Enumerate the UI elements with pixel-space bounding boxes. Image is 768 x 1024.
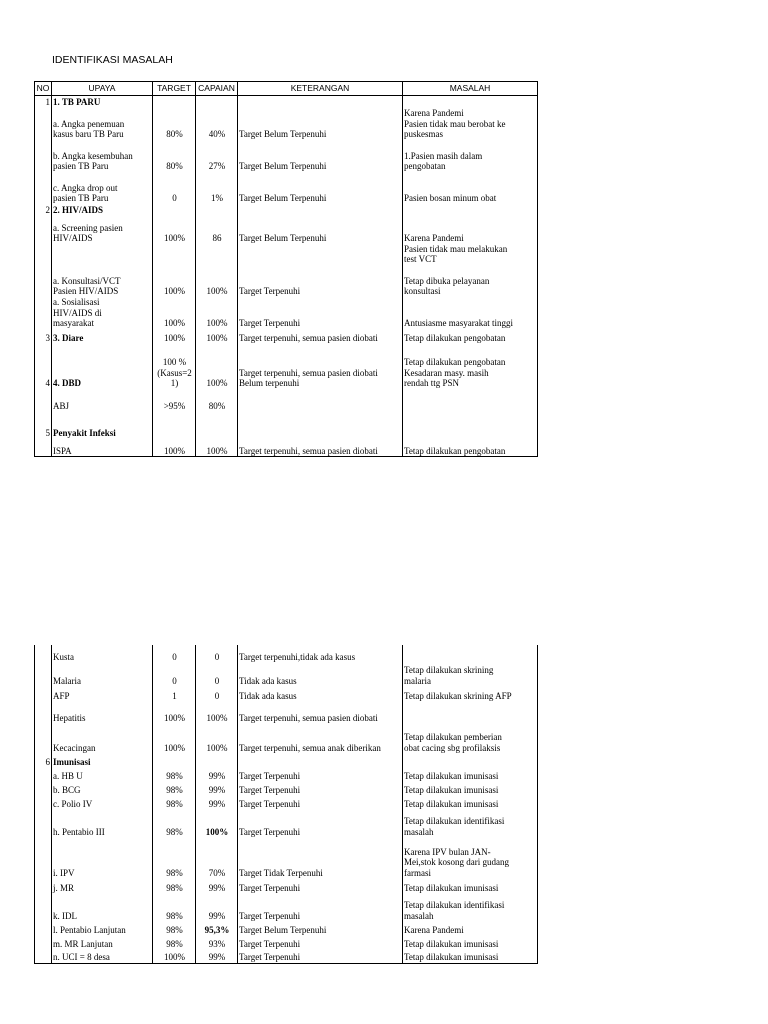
table-row bbox=[35, 781, 538, 795]
capaian-cell: 0 bbox=[196, 645, 238, 662]
upaya-cell: k. IDL bbox=[52, 893, 153, 921]
upaya-cell: c. Polio IV bbox=[52, 795, 153, 809]
capaian-cell: 99% bbox=[196, 795, 238, 809]
row-number bbox=[35, 795, 52, 809]
capaian-cell bbox=[196, 244, 238, 265]
row-number bbox=[35, 265, 52, 297]
row-number bbox=[35, 893, 52, 921]
masalah-cell bbox=[403, 753, 538, 767]
target-cell: >95% bbox=[153, 389, 196, 412]
keterangan-cell: Tidak ada kasus bbox=[238, 662, 403, 686]
capaian-cell: 99% bbox=[196, 949, 238, 963]
keterangan-cell bbox=[238, 412, 403, 439]
upaya-cell: b. Angka kesembuhan pasien TB Paru bbox=[52, 140, 153, 172]
table-row bbox=[35, 439, 538, 457]
row-number bbox=[35, 108, 52, 140]
target-cell: 98% bbox=[153, 893, 196, 921]
keterangan-cell: Tidak ada kasus bbox=[238, 686, 403, 701]
capaian-cell: 99% bbox=[196, 893, 238, 921]
keterangan-cell: Target terpenuhi, semua pasien diobati bbox=[238, 701, 403, 723]
target-cell: 100% bbox=[153, 701, 196, 723]
row-number bbox=[35, 645, 52, 662]
row-number bbox=[35, 935, 52, 949]
keterangan-cell: Target Terpenuhi bbox=[238, 949, 403, 963]
keterangan-cell: Target Terpenuhi bbox=[238, 878, 403, 893]
keterangan-cell: Target terpenuhi, semua pasien diobati bbox=[238, 439, 403, 457]
header-target: TARGET bbox=[153, 82, 196, 96]
upaya-cell: a. HB U bbox=[52, 767, 153, 781]
masalah-cell: Tetap dilakukan pengobatan bbox=[403, 439, 538, 457]
table-row bbox=[35, 795, 538, 809]
target-cell bbox=[153, 412, 196, 439]
row-number bbox=[35, 686, 52, 701]
table-row bbox=[35, 96, 538, 108]
table-row bbox=[35, 949, 538, 963]
upaya-cell: j. MR bbox=[52, 878, 153, 893]
problem-table-page1 bbox=[34, 81, 537, 457]
table-row bbox=[35, 344, 538, 389]
capaian-cell: 27% bbox=[196, 140, 238, 172]
target-cell: 100% bbox=[153, 723, 196, 753]
masalah-cell: Karena Pandemi bbox=[403, 216, 538, 244]
upaya-cell: a. Sosialisasi HIV/AIDS di masyarakat bbox=[52, 297, 153, 329]
row-number bbox=[35, 172, 52, 204]
capaian-cell: 99% bbox=[196, 781, 238, 795]
upaya-cell: Imunisasi bbox=[52, 753, 153, 767]
table-row bbox=[35, 893, 538, 921]
keterangan-cell: Target Terpenuhi bbox=[238, 767, 403, 781]
table-row bbox=[35, 140, 538, 172]
keterangan-cell bbox=[238, 96, 403, 108]
upaya-cell: Malaria bbox=[52, 662, 153, 686]
keterangan-cell bbox=[238, 204, 403, 216]
masalah-cell: Tetap dilakukan skrining malaria bbox=[403, 662, 538, 686]
target-cell: 98% bbox=[153, 935, 196, 949]
upaya-cell: AFP bbox=[52, 686, 153, 701]
upaya-cell: ABJ bbox=[52, 389, 153, 412]
table-row bbox=[35, 216, 538, 244]
upaya-cell: c. Angka drop out pasien TB Paru bbox=[52, 172, 153, 204]
masalah-cell: Karena Pandemi Pasien tidak mau berobat ke puskesmas bbox=[403, 108, 538, 140]
upaya-cell: 1. TB PARU bbox=[52, 96, 153, 108]
masalah-cell bbox=[403, 204, 538, 216]
capaian-cell: 100% bbox=[196, 265, 238, 297]
row-number bbox=[35, 297, 52, 329]
capaian-cell: 0 bbox=[196, 686, 238, 701]
row-number bbox=[35, 809, 52, 837]
masalah-cell bbox=[403, 701, 538, 723]
upaya-cell: 4. DBD bbox=[52, 344, 153, 389]
row-number bbox=[35, 662, 52, 686]
target-cell: 0 bbox=[153, 645, 196, 662]
row-number bbox=[35, 723, 52, 753]
masalah-cell: Antusiasme masyarakat tinggi bbox=[403, 297, 538, 329]
keterangan-cell: Target Belum Terpenuhi bbox=[238, 216, 403, 244]
upaya-cell: Kusta bbox=[52, 645, 153, 662]
header-upaya: UPAYA bbox=[52, 82, 153, 96]
row-number: 4 bbox=[35, 344, 52, 389]
capaian-cell: 40% bbox=[196, 108, 238, 140]
row-number bbox=[35, 767, 52, 781]
keterangan-cell: Target Terpenuhi bbox=[238, 893, 403, 921]
table-row bbox=[35, 921, 538, 935]
masalah-cell: Karena Pandemi bbox=[403, 921, 538, 935]
header-keterangan: KETERANGAN bbox=[238, 82, 403, 96]
upaya-cell: a. Screening pasien HIV/AIDS bbox=[52, 216, 153, 244]
masalah-cell bbox=[403, 645, 538, 662]
upaya-cell: a. Angka penemuan kasus baru TB Paru bbox=[52, 108, 153, 140]
target-cell: 100% bbox=[153, 329, 196, 344]
target-cell: 0 bbox=[153, 662, 196, 686]
target-cell: 98% bbox=[153, 837, 196, 878]
masalah-cell bbox=[403, 412, 538, 439]
keterangan-cell bbox=[238, 389, 403, 412]
keterangan-cell: Target terpenuhi, semua pasien diobati bbox=[238, 329, 403, 344]
capaian-cell: 1% bbox=[196, 172, 238, 204]
target-cell bbox=[153, 244, 196, 265]
table-row bbox=[35, 108, 538, 140]
row-number bbox=[35, 389, 52, 412]
table-row bbox=[35, 701, 538, 723]
table-row bbox=[35, 297, 538, 329]
row-number bbox=[35, 439, 52, 457]
header-no: NO bbox=[35, 82, 52, 96]
upaya-cell: Penyakit Infeksi bbox=[52, 412, 153, 439]
capaian-cell: 99% bbox=[196, 767, 238, 781]
capaian-cell: 93% bbox=[196, 935, 238, 949]
row-number: 1 bbox=[35, 96, 52, 108]
masalah-cell: Tetap dilakukan imunisasi bbox=[403, 767, 538, 781]
capaian-cell bbox=[196, 412, 238, 439]
masalah-cell: Karena IPV bulan JAN- Mei,stok kosong dari gudang farmasi bbox=[403, 837, 538, 878]
target-cell: 100% bbox=[153, 949, 196, 963]
table-row bbox=[35, 389, 538, 412]
row-number: 6 bbox=[35, 753, 52, 767]
table-row bbox=[35, 662, 538, 686]
page-title: IDENTIFIKASI MASALAH bbox=[52, 54, 173, 66]
target-cell: 80% bbox=[153, 108, 196, 140]
masalah-cell: Tetap dilakukan skrining AFP bbox=[403, 686, 538, 701]
table-header-row bbox=[35, 82, 538, 96]
table-row bbox=[35, 204, 538, 216]
table-row bbox=[35, 329, 538, 344]
target-cell bbox=[153, 96, 196, 108]
capaian-cell: 95,3% bbox=[196, 921, 238, 935]
capaian-cell bbox=[196, 96, 238, 108]
masalah-cell bbox=[403, 389, 538, 412]
keterangan-cell: Target Belum Terpenuhi bbox=[238, 140, 403, 172]
keterangan-cell: Target terpenuhi, semua pasien diobati Belum terpenuhi bbox=[238, 344, 403, 389]
keterangan-cell: Target Terpenuhi bbox=[238, 265, 403, 297]
problem-table-page2 bbox=[34, 645, 537, 964]
target-cell: 1 bbox=[153, 686, 196, 701]
row-number bbox=[35, 244, 52, 265]
upaya-cell: l. Pentabio Lanjutan bbox=[52, 921, 153, 935]
masalah-cell: Tetap dilakukan imunisasi bbox=[403, 795, 538, 809]
target-cell: 98% bbox=[153, 921, 196, 935]
keterangan-cell: Target Belum Terpenuhi bbox=[238, 108, 403, 140]
row-number bbox=[35, 837, 52, 878]
capaian-cell: 86 bbox=[196, 216, 238, 244]
table-row bbox=[35, 412, 538, 439]
keterangan-cell: Target terpenuhi,tidak ada kasus bbox=[238, 645, 403, 662]
table-row bbox=[35, 935, 538, 949]
table-row bbox=[35, 753, 538, 767]
upaya-cell: 2. HIV/AIDS bbox=[52, 204, 153, 216]
keterangan-cell: Target Terpenuhi bbox=[238, 809, 403, 837]
upaya-cell: a. Konsultasi/VCT Pasien HIV/AIDS bbox=[52, 265, 153, 297]
keterangan-cell: Target terpenuhi, semua anak diberikan bbox=[238, 723, 403, 753]
row-number bbox=[35, 878, 52, 893]
table-row bbox=[35, 265, 538, 297]
target-cell: 100 % (Kasus=2 1) bbox=[153, 344, 196, 389]
upaya-cell: Kecacingan bbox=[52, 723, 153, 753]
upaya-cell: i. IPV bbox=[52, 837, 153, 878]
keterangan-cell: Target Terpenuhi bbox=[238, 935, 403, 949]
capaian-cell: 100% bbox=[196, 701, 238, 723]
keterangan-cell: Target Terpenuhi bbox=[238, 297, 403, 329]
masalah-cell: 1.Pasien masih dalam pengobatan bbox=[403, 140, 538, 172]
table-row bbox=[35, 837, 538, 878]
row-number: 3 bbox=[35, 329, 52, 344]
capaian-cell: 100% bbox=[196, 439, 238, 457]
table-row bbox=[35, 244, 538, 265]
capaian-cell: 99% bbox=[196, 878, 238, 893]
upaya-cell: Hepatitis bbox=[52, 701, 153, 723]
keterangan-cell: Target Tidak Terpenuhi bbox=[238, 837, 403, 878]
masalah-cell: Tetap dilakukan identifikasi masalah bbox=[403, 809, 538, 837]
row-number bbox=[35, 216, 52, 244]
masalah-cell bbox=[403, 96, 538, 108]
upaya-cell: m. MR Lanjutan bbox=[52, 935, 153, 949]
capaian-cell: 70% bbox=[196, 837, 238, 878]
header-masalah: MASALAH bbox=[403, 82, 538, 96]
masalah-cell: Tetap dilakukan imunisasi bbox=[403, 935, 538, 949]
table-row bbox=[35, 809, 538, 837]
target-cell: 98% bbox=[153, 878, 196, 893]
masalah-cell: Tetap dilakukan imunisasi bbox=[403, 949, 538, 963]
capaian-cell bbox=[196, 753, 238, 767]
masalah-cell: Tetap dilakukan identifikasi masalah bbox=[403, 893, 538, 921]
upaya-cell: 3. Diare bbox=[52, 329, 153, 344]
masalah-cell: Pasien tidak mau melakukan test VCT bbox=[403, 244, 538, 265]
row-number bbox=[35, 140, 52, 172]
upaya-cell: h. Pentabio III bbox=[52, 809, 153, 837]
table-row bbox=[35, 686, 538, 701]
upaya-cell: b. BCG bbox=[52, 781, 153, 795]
target-cell: 100% bbox=[153, 297, 196, 329]
keterangan-cell bbox=[238, 753, 403, 767]
masalah-cell: Tetap dilakukan pengobatan bbox=[403, 329, 538, 344]
table-row bbox=[35, 723, 538, 753]
row-number bbox=[35, 949, 52, 963]
capaian-cell: 100% bbox=[196, 329, 238, 344]
keterangan-cell: Target Belum Terpenuhi bbox=[238, 172, 403, 204]
target-cell: 80% bbox=[153, 140, 196, 172]
keterangan-cell: Target Terpenuhi bbox=[238, 781, 403, 795]
target-cell: 100% bbox=[153, 439, 196, 457]
upaya-cell bbox=[52, 244, 153, 265]
capaian-cell: 100% bbox=[196, 723, 238, 753]
header-capaian: CAPAIAN bbox=[196, 82, 238, 96]
capaian-cell: 100% bbox=[196, 344, 238, 389]
masalah-cell: Tetap dilakukan imunisasi bbox=[403, 781, 538, 795]
row-number bbox=[35, 781, 52, 795]
target-cell: 100% bbox=[153, 216, 196, 244]
table-row bbox=[35, 645, 538, 662]
row-number bbox=[35, 701, 52, 723]
upaya-cell: n. UCI = 8 desa bbox=[52, 949, 153, 963]
capaian-cell bbox=[196, 204, 238, 216]
capaian-cell: 100% bbox=[196, 809, 238, 837]
capaian-cell: 0 bbox=[196, 662, 238, 686]
masalah-cell: Tetap dilakukan pemberian obat cacing sbg profilaksis bbox=[403, 723, 538, 753]
keterangan-cell: Target Terpenuhi bbox=[238, 795, 403, 809]
capaian-cell: 80% bbox=[196, 389, 238, 412]
target-cell bbox=[153, 753, 196, 767]
row-number bbox=[35, 921, 52, 935]
masalah-cell: Pasien bosan minum obat bbox=[403, 172, 538, 204]
target-cell: 100% bbox=[153, 265, 196, 297]
target-cell: 98% bbox=[153, 781, 196, 795]
target-cell: 98% bbox=[153, 767, 196, 781]
target-cell bbox=[153, 204, 196, 216]
row-number: 5 bbox=[35, 412, 52, 439]
table-row bbox=[35, 767, 538, 781]
masalah-cell: Tetap dibuka pelayanan konsultasi bbox=[403, 265, 538, 297]
table-row bbox=[35, 878, 538, 893]
row-number: 2 bbox=[35, 204, 52, 216]
masalah-cell: Tetap dilakukan pengobatan Kesadaran masy. masih rendah ttg PSN bbox=[403, 344, 538, 389]
capaian-cell: 100% bbox=[196, 297, 238, 329]
target-cell: 98% bbox=[153, 795, 196, 809]
upaya-cell: ISPA bbox=[52, 439, 153, 457]
keterangan-cell: Target Belum Terpenuhi bbox=[238, 921, 403, 935]
target-cell: 98% bbox=[153, 809, 196, 837]
table-row bbox=[35, 172, 538, 204]
target-cell: 0 bbox=[153, 172, 196, 204]
masalah-cell: Tetap dilakukan imunisasi bbox=[403, 878, 538, 893]
keterangan-cell bbox=[238, 244, 403, 265]
